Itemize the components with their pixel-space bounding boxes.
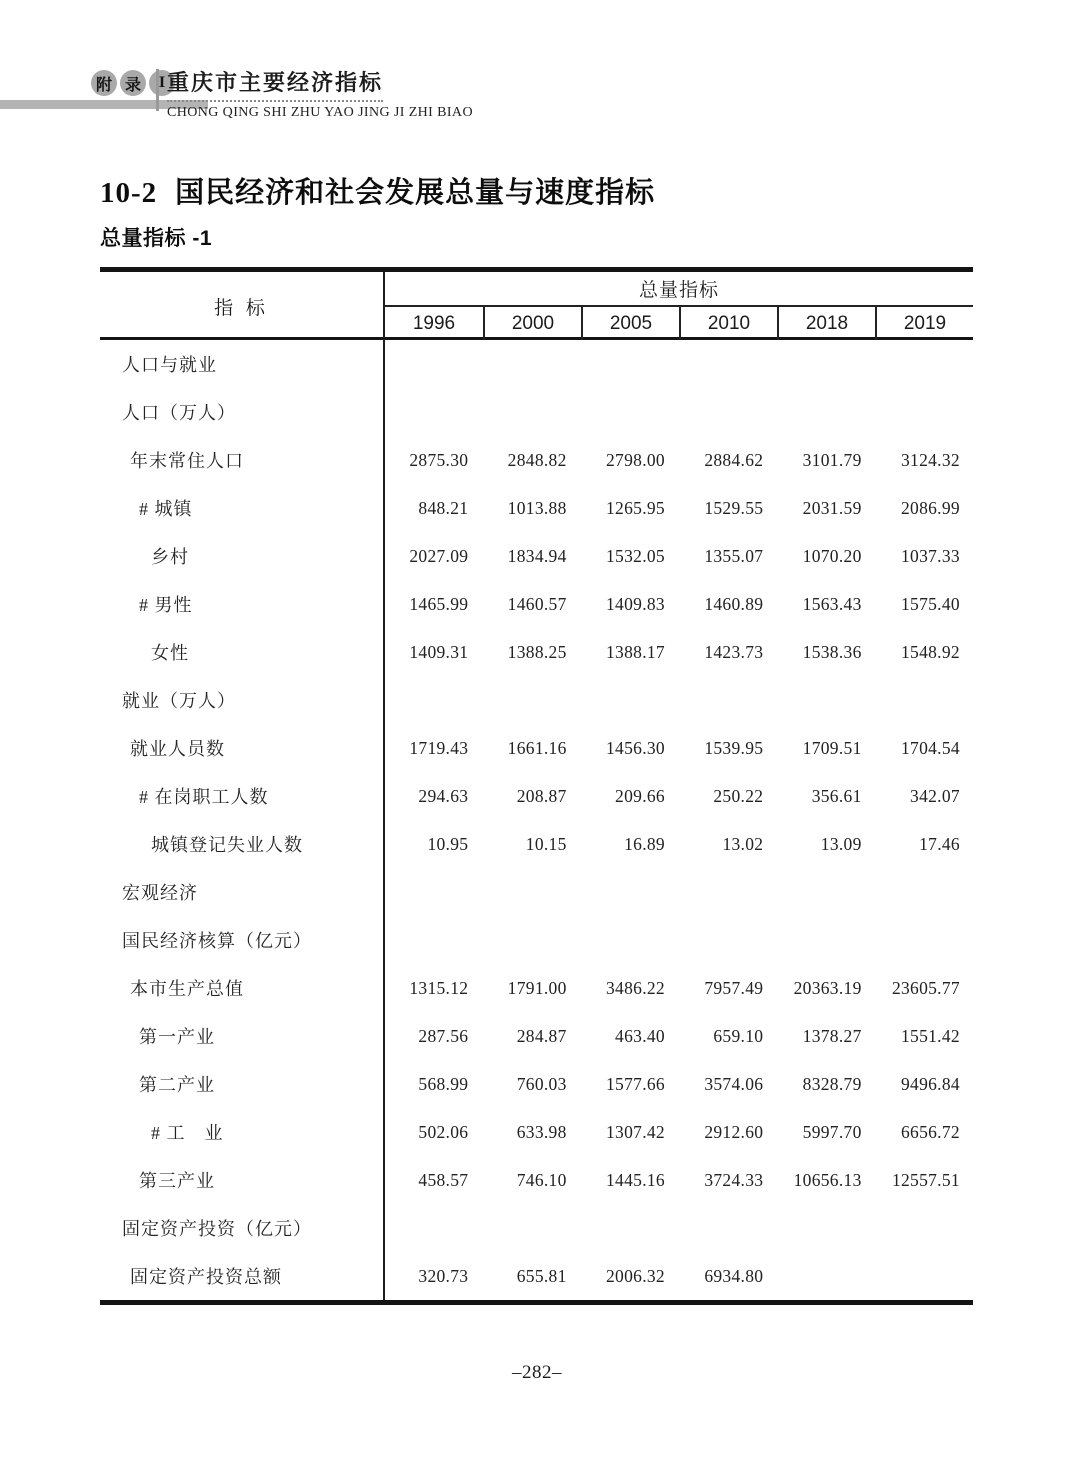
- cell-value: 23605.77: [891, 977, 960, 998]
- year-header-cell: 2019: [875, 307, 973, 340]
- cell-value: 1575.40: [900, 593, 960, 614]
- cell-value: 10.95: [427, 833, 469, 854]
- cell-value: 16.89: [624, 833, 665, 854]
- cell-value: 2006.32: [606, 1265, 665, 1286]
- row-label: 女性: [151, 643, 189, 663]
- cell-value: 1307.42: [606, 1121, 665, 1142]
- table-row: [100, 1060, 973, 1108]
- cell-value: 294.63: [418, 785, 469, 806]
- cell-value: 1460.89: [704, 593, 764, 614]
- row-label: 城镇登记失业人数: [151, 835, 303, 855]
- cell-value: 8328.79: [802, 1073, 862, 1094]
- table-row: [100, 340, 973, 388]
- cell-value: 10656.13: [793, 1169, 862, 1190]
- appendix-badge: [91, 70, 175, 96]
- cell-value: 760.03: [516, 1073, 567, 1094]
- row-label: 年末常住人口: [130, 451, 244, 471]
- cell-value: 209.66: [615, 785, 665, 806]
- cell-value: 13.09: [820, 833, 862, 854]
- table-row: [100, 580, 973, 628]
- row-label: 就业（万人）: [122, 691, 236, 711]
- row-label: 就业人员数: [130, 739, 225, 759]
- cell-value: 5997.70: [802, 1121, 862, 1142]
- group-header: 总量指标: [385, 272, 973, 307]
- row-label: # 工 业: [151, 1123, 224, 1143]
- cell-value: 2798.00: [606, 449, 665, 470]
- badge-char-circle: 附: [91, 70, 117, 96]
- cell-value: 655.81: [516, 1265, 567, 1286]
- cell-value: 1378.27: [802, 1025, 862, 1046]
- cell-value: 1388.17: [606, 641, 665, 662]
- indicator-column-header: 指 标: [214, 297, 269, 319]
- cell-value: 3124.32: [900, 449, 960, 470]
- cell-value: 1070.20: [802, 545, 862, 566]
- cell-value: 1265.95: [606, 497, 665, 518]
- row-label: 固定资产投资（亿元）: [122, 1219, 312, 1239]
- cell-value: 1423.73: [704, 641, 764, 662]
- year-header-cell: 2018: [777, 307, 875, 340]
- section-title-text: 国民经济和社会发展总量与速度指标: [175, 177, 656, 209]
- booklet-title: 重庆市主要经济指标: [167, 66, 383, 102]
- cell-value: 208.87: [516, 785, 567, 806]
- cell-value: 17.46: [919, 833, 960, 854]
- table-row: [100, 676, 973, 724]
- cell-value: 2086.99: [900, 497, 960, 518]
- cell-value: 2027.09: [409, 545, 469, 566]
- cell-value: 1355.07: [704, 545, 764, 566]
- cell-value: 1037.33: [900, 545, 960, 566]
- cell-value: 342.07: [910, 785, 960, 806]
- table-row: [100, 724, 973, 772]
- stats-table: [100, 267, 973, 1305]
- cell-value: 2912.60: [704, 1121, 764, 1142]
- cell-value: 2875.30: [409, 449, 469, 470]
- table-column-divider: [383, 272, 385, 1300]
- table-row: [100, 436, 973, 484]
- cell-value: 1409.83: [606, 593, 665, 614]
- year-header-row: [385, 307, 973, 340]
- row-label: 乡村: [151, 547, 189, 567]
- cell-value: 10.15: [525, 833, 567, 854]
- year-header-cell: 2000: [483, 307, 581, 340]
- cell-value: 1704.54: [900, 737, 960, 758]
- cell-value: 502.06: [418, 1121, 469, 1142]
- cell-value: 746.10: [516, 1169, 567, 1190]
- cell-value: 1538.36: [802, 641, 862, 662]
- cell-value: 1460.57: [507, 593, 567, 614]
- table-row: [100, 484, 973, 532]
- row-label: 第三产业: [139, 1171, 215, 1191]
- table-row: [100, 1012, 973, 1060]
- cell-value: 633.98: [516, 1121, 567, 1142]
- row-label: 人口与就业: [122, 355, 217, 375]
- cell-value: 2884.62: [704, 449, 764, 470]
- row-label: 本市生产总值: [130, 979, 244, 999]
- table-row: [100, 1252, 973, 1300]
- cell-value: 320.73: [418, 1265, 469, 1286]
- row-label: # 城镇: [139, 499, 193, 519]
- cell-value: 3486.22: [606, 977, 665, 998]
- cell-value: 356.61: [811, 785, 862, 806]
- cell-value: 659.10: [713, 1025, 764, 1046]
- table-row: [100, 964, 973, 1012]
- section-title: [100, 170, 655, 211]
- cell-value: 463.40: [615, 1025, 665, 1046]
- cell-value: 1532.05: [606, 545, 665, 566]
- table-row: [100, 820, 973, 868]
- cell-value: 1563.43: [802, 593, 862, 614]
- cell-value: 1013.88: [507, 497, 567, 518]
- table-row: [100, 388, 973, 436]
- cell-value: 6934.80: [704, 1265, 764, 1286]
- table-row: [100, 916, 973, 964]
- table-row: [100, 532, 973, 580]
- cell-value: 3574.06: [704, 1073, 764, 1094]
- row-label: 宏观经济: [122, 883, 198, 903]
- cell-value: 1388.25: [507, 641, 567, 662]
- cell-value: 1577.66: [606, 1073, 665, 1094]
- cell-value: 1465.99: [409, 593, 469, 614]
- row-label: 第二产业: [139, 1075, 215, 1095]
- cell-value: 1315.12: [409, 977, 469, 998]
- cell-value: 1709.51: [802, 737, 862, 758]
- row-label: # 男性: [139, 595, 193, 615]
- year-header-cell: 1996: [412, 312, 456, 334]
- cell-value: 1529.55: [704, 497, 764, 518]
- section-number: 10-2: [100, 177, 158, 209]
- cell-value: 1539.95: [704, 737, 764, 758]
- table-header: [100, 272, 973, 340]
- cell-value: 1719.43: [409, 737, 469, 758]
- table-body: [100, 340, 973, 1300]
- cell-value: 848.21: [418, 497, 469, 518]
- cell-value: 20363.19: [793, 977, 862, 998]
- cell-value: 1445.16: [606, 1169, 665, 1190]
- cell-value: 1409.31: [409, 641, 469, 662]
- section-subtitle: 总量指标 -1: [100, 227, 213, 250]
- cell-value: 1661.16: [507, 737, 567, 758]
- cell-value: 2031.59: [802, 497, 862, 518]
- page-number: –282–: [512, 1362, 562, 1383]
- cell-value: 1548.92: [900, 641, 960, 662]
- table-row: [100, 628, 973, 676]
- booklet-subtitle-pinyin: CHONG QING SHI ZHU YAO JING JI ZHI BIAO: [167, 105, 473, 120]
- table-row: [100, 1156, 973, 1204]
- table-row: [100, 772, 973, 820]
- cell-value: 3101.79: [802, 449, 862, 470]
- table-row: [100, 1204, 973, 1252]
- header-divider: [156, 69, 159, 111]
- cell-value: 458.57: [418, 1169, 469, 1190]
- cell-value: 2848.82: [507, 449, 567, 470]
- cell-value: 1551.42: [900, 1025, 960, 1046]
- cell-value: 1834.94: [507, 545, 567, 566]
- badge-char-circle: 录: [120, 70, 146, 96]
- cell-value: 12557.51: [891, 1169, 960, 1190]
- cell-value: 3724.33: [704, 1169, 764, 1190]
- cell-value: 287.56: [418, 1025, 469, 1046]
- row-label: 第一产业: [139, 1027, 215, 1047]
- booklet-header: [167, 66, 473, 121]
- cell-value: 1791.00: [507, 977, 567, 998]
- year-header-cell: 2010: [679, 307, 777, 340]
- cell-value: 9496.84: [900, 1073, 960, 1094]
- table-row: [100, 868, 973, 916]
- row-label: 人口（万人）: [122, 403, 236, 423]
- cell-value: 7957.49: [704, 977, 764, 998]
- row-label: 固定资产投资总额: [130, 1267, 282, 1287]
- cell-value: 284.87: [516, 1025, 567, 1046]
- row-label: 国民经济核算（亿元）: [122, 931, 312, 951]
- cell-value: 250.22: [713, 785, 764, 806]
- row-label: # 在岗职工人数: [139, 787, 269, 807]
- cell-value: 13.02: [722, 833, 764, 854]
- cell-value: 1456.30: [606, 737, 665, 758]
- cell-value: 568.99: [418, 1073, 469, 1094]
- table-row: [100, 1108, 973, 1156]
- year-header-cell: 2005: [581, 307, 679, 340]
- badge-char-circle: I: [149, 70, 175, 96]
- cell-value: 6656.72: [900, 1121, 960, 1142]
